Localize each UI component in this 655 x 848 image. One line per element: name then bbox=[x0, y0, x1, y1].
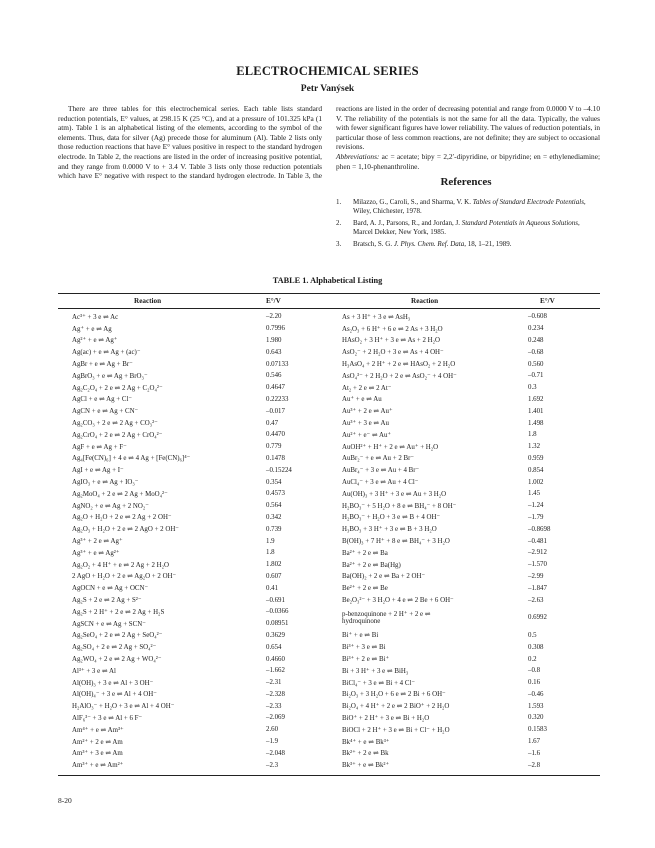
potential-cell: 0.779 bbox=[266, 443, 282, 451]
table-row bbox=[58, 394, 328, 406]
reaction-cell: AuCl₄⁻ + 3 e ⇌ Au + 4 Cl⁻ bbox=[342, 479, 419, 487]
left-potential-header: E°/V bbox=[266, 297, 281, 305]
reaction-cell: Bi₂O₃ + 3 H₂O + 6 e ⇌ 2 Bi + 6 OH⁻ bbox=[342, 691, 446, 699]
table-row bbox=[336, 311, 600, 323]
left-table-column bbox=[58, 311, 328, 771]
table-row bbox=[58, 488, 328, 500]
potential-cell: –2.8 bbox=[528, 761, 541, 769]
table-row bbox=[58, 559, 328, 571]
potential-cell: –2.328 bbox=[266, 690, 285, 698]
potential-cell: –0.0366 bbox=[266, 608, 289, 616]
reaction-cell: AuBr₄⁻ + 3 e ⇌ Au + 4 Br⁻ bbox=[342, 467, 420, 475]
table-row bbox=[336, 358, 600, 370]
potential-cell: –0.481 bbox=[528, 537, 547, 545]
reaction-cell: Am³⁺ + 3 e ⇌ Am bbox=[72, 750, 123, 758]
right-potential-header: E°/V bbox=[540, 297, 555, 305]
abbreviations-paragraph bbox=[336, 152, 600, 171]
potential-cell: –0.68 bbox=[528, 348, 544, 356]
table-row bbox=[336, 653, 600, 665]
table-row bbox=[58, 606, 328, 618]
reaction-cell: AgIO₃ + e ⇌ Ag + IO₃⁻ bbox=[72, 479, 139, 487]
table-row bbox=[58, 653, 328, 665]
table-row bbox=[58, 700, 328, 712]
table-row bbox=[336, 736, 600, 748]
reference-work: Tables of Standard Electrode Potentials bbox=[472, 198, 584, 206]
potential-cell: 0.248 bbox=[528, 336, 544, 344]
table-row bbox=[58, 358, 328, 370]
table-row bbox=[336, 747, 600, 759]
potential-cell: 0.1583 bbox=[528, 726, 547, 734]
table-row bbox=[336, 335, 600, 347]
table-row bbox=[58, 641, 328, 653]
table-row bbox=[336, 547, 600, 559]
table-row bbox=[336, 712, 600, 724]
reaction-cell: Bi⁺ + e ⇌ Bi bbox=[342, 632, 379, 640]
table-row bbox=[58, 417, 328, 429]
potential-cell: 1.692 bbox=[528, 395, 544, 403]
right-table-column bbox=[336, 311, 600, 771]
table-row bbox=[336, 700, 600, 712]
potential-cell: 0.4470 bbox=[266, 431, 285, 439]
potential-cell: 0.41 bbox=[266, 584, 279, 592]
potential-cell: 0.320 bbox=[528, 714, 544, 722]
potential-cell: –2.33 bbox=[266, 702, 282, 710]
reaction-cell: Ba²⁺ + 2 e ⇌ Ba bbox=[342, 549, 388, 557]
reference-number: 3. bbox=[336, 240, 342, 248]
table-row bbox=[58, 736, 328, 748]
table-row bbox=[336, 488, 600, 500]
reaction-cell: AlF₆³⁻ + 3 e ⇌ Al + 6 F⁻ bbox=[72, 714, 143, 722]
potential-cell: 0.7996 bbox=[266, 325, 285, 333]
author-name: Petr Vanýsek bbox=[300, 84, 355, 94]
table-row bbox=[336, 724, 600, 736]
table-row bbox=[58, 689, 328, 701]
potential-cell: –1.847 bbox=[528, 584, 547, 592]
potential-cell: 1.67 bbox=[528, 738, 541, 746]
table-row bbox=[58, 370, 328, 382]
reference-work: J. Phys. Chem. Ref. Data bbox=[393, 240, 465, 248]
table-row bbox=[336, 523, 600, 535]
potential-cell: 0.564 bbox=[266, 502, 282, 510]
reaction-cell: Ag₂SO₄ + 2 e ⇌ 2 Ag + SO₄²⁻ bbox=[72, 644, 157, 652]
table-row bbox=[336, 512, 600, 524]
table-row bbox=[336, 594, 600, 606]
table-row bbox=[336, 453, 600, 465]
page-title: ELECTROCHEMICAL SERIES bbox=[236, 64, 419, 78]
reaction-cell: H₂AlO₃⁻ + H₂O + 3 e ⇌ Al + 4 OH⁻ bbox=[72, 703, 175, 711]
potential-cell: –1.24 bbox=[528, 502, 544, 510]
potential-cell: 0.739 bbox=[266, 525, 282, 533]
reaction-cell: Ag⁺ + e ⇌ Ag bbox=[72, 325, 112, 333]
table-row bbox=[58, 464, 328, 476]
page-number: 8-20 bbox=[58, 796, 72, 805]
reference-text bbox=[350, 219, 600, 237]
reaction-cell: Ag₂MoO₄ + 2 e ⇌ 2 Ag + MoO₄²⁻ bbox=[72, 490, 168, 498]
table-row bbox=[58, 677, 328, 689]
reaction-cell: 2 AgO + H₂O + 2 e ⇌ Ag₂O + 2 OH⁻ bbox=[72, 573, 177, 581]
potential-cell: 1.401 bbox=[528, 407, 544, 415]
reference-text bbox=[350, 240, 600, 249]
table-row bbox=[58, 712, 328, 724]
table-row bbox=[58, 618, 328, 630]
potential-cell: 0.959 bbox=[528, 454, 544, 462]
table-row bbox=[336, 500, 600, 512]
table-row bbox=[58, 547, 328, 559]
abbreviations-label: Abbreviations: bbox=[336, 151, 380, 161]
potential-cell: 0.4647 bbox=[266, 384, 285, 392]
table-row bbox=[58, 724, 328, 736]
table-row bbox=[58, 346, 328, 358]
potential-cell: –1.6 bbox=[528, 749, 541, 757]
reaction-cell: Au³⁺ + 3 e ⇌ Au bbox=[342, 420, 389, 428]
table-row bbox=[336, 382, 600, 394]
table-row bbox=[336, 759, 600, 771]
table-row bbox=[58, 523, 328, 535]
potential-cell: –0.8698 bbox=[528, 525, 551, 533]
table-row bbox=[336, 582, 600, 594]
reference-work: Standard Potentials in Aqueous Solutions bbox=[461, 219, 578, 227]
table-row bbox=[58, 571, 328, 583]
reference-rest: , Wiley, Chichester, 1978. bbox=[353, 198, 586, 215]
reference-item bbox=[332, 240, 600, 249]
table-bottom-rule bbox=[58, 775, 600, 776]
table-header-rule bbox=[58, 308, 600, 309]
table-row bbox=[58, 594, 328, 606]
reaction-cell: AgCl + e ⇌ Ag + Cl⁻ bbox=[72, 396, 133, 404]
reaction-cell: Bk³⁺ + e ⇌ Bk²⁺ bbox=[342, 762, 390, 770]
reaction-cell: Al³⁺ + 3 e ⇌ Al bbox=[72, 667, 116, 675]
table-row bbox=[58, 759, 328, 771]
potential-cell: 0.5 bbox=[528, 631, 537, 639]
table-row bbox=[58, 535, 328, 547]
table-row bbox=[336, 405, 600, 417]
table-row bbox=[336, 429, 600, 441]
reaction-cell: As + 3 H⁺ + 3 e ⇌ AsH₃ bbox=[342, 313, 411, 321]
potential-cell: –0.608 bbox=[528, 313, 547, 321]
potential-cell: –2.63 bbox=[528, 596, 544, 604]
reaction-cell: Be₂O₃²⁻ + 3 H₂O + 4 e ⇌ 2 Be + 6 OH⁻ bbox=[342, 597, 454, 605]
potential-cell: 0.354 bbox=[266, 478, 282, 486]
potential-cell: 0.342 bbox=[266, 513, 282, 521]
reaction-cell: At₂ + 2 e ⇌ 2 At⁻ bbox=[342, 384, 392, 392]
potential-cell: 1.8 bbox=[266, 549, 275, 557]
reaction-cell: Ag(ac) + e ⇌ Ag + (ac)⁻ bbox=[72, 349, 141, 357]
potential-cell: 0.22233 bbox=[266, 395, 289, 403]
table-row bbox=[336, 370, 600, 382]
table-row bbox=[336, 630, 600, 642]
reference-number: 2. bbox=[336, 219, 342, 227]
table-row bbox=[58, 311, 328, 323]
reaction-cell: Au³⁺ + 2 e ⇌ Au⁺ bbox=[342, 408, 393, 416]
table-row bbox=[336, 346, 600, 358]
reaction-cell: AgF + e ⇌ Ag + F⁻ bbox=[72, 443, 127, 451]
table-row bbox=[336, 323, 600, 335]
potential-cell: –2.20 bbox=[266, 313, 282, 321]
potential-cell: 0.4573 bbox=[266, 490, 285, 498]
potential-cell: –2.069 bbox=[266, 714, 285, 722]
references-heading: References bbox=[440, 176, 492, 188]
table-row bbox=[58, 665, 328, 677]
potential-cell: –0.46 bbox=[528, 690, 544, 698]
intro-paragraph: There are three tables for this electrochemical series. Each table lists standard reduction potentials, E° values, at 298.15 K (25 °C), and at a pressure of 101.325 kPa (1 atm). Table 1 is an alphabetical listing of the elements, according to the symbol of the elements. Thus, data for silver (Ag) precede those for aluminum (Al). Table 2 lists only those reduction reactions that have E° values positive in respect to the standard hydrogen electrode. In Table 2, the reactions are listed in the order of increasing positive potential, and they range from 0.0000 V to + 3.4 V. Table 3 lists only those reduction potentials which have E° negative with respect to the standard hydrogen electrode. In Table 3, the reactions are listed in the order of decreasing potential and range from 0.0000 V to –4.10 V. The reliability of the potentials is not the same for all the data. Typically, the values with fewer significant figures have lower reliability. The values of reduction potentials, in particular those of less common reactions, are not definite; they are subject to occasional revisions. bbox=[58, 104, 600, 181]
reaction-cell: H₃AsO₄ + 2 H⁺ + 2 e ⇌ HAsO₂ + 2 H₂O bbox=[342, 361, 456, 369]
reaction-cell: Ag₂C₂O₄ + 2 e ⇌ 2 Ag + C₂O₄²⁻ bbox=[72, 384, 163, 392]
reference-authors: Milazzo, G., Caroli, S., and Sharma, V. K. bbox=[353, 198, 473, 206]
table-row bbox=[58, 405, 328, 417]
reaction-cell: AgBr + e ⇌ Ag + Br⁻ bbox=[72, 361, 133, 369]
table-row bbox=[58, 429, 328, 441]
table-row bbox=[58, 747, 328, 759]
reaction-cell: Bi₂O₄ + 4 H⁺ + 2 e ⇌ 2 BiO⁺ + 2 H₂O bbox=[342, 703, 450, 711]
reference-number: 1. bbox=[336, 198, 342, 206]
potential-cell: –1.662 bbox=[266, 667, 285, 675]
reaction-cell: B(OH)₃ + 7 H⁺ + 8 e ⇌ BH₄⁻ + 3 H₂O bbox=[342, 538, 450, 546]
reaction-cell: Ba(OH)₂ + 2 e ⇌ Ba + 2 OH⁻ bbox=[342, 573, 426, 581]
reaction-cell: Bi + 3 H⁺ + 3 e ⇌ BiH₃ bbox=[342, 667, 409, 675]
table-row bbox=[336, 464, 600, 476]
reaction-cell: Ag₂CO₃ + 2 e ⇌ 2 Ag + CO₃²⁻ bbox=[72, 420, 158, 428]
potential-cell: 0.2 bbox=[528, 655, 537, 663]
potential-cell: 1.980 bbox=[266, 336, 282, 344]
reaction-cell: Au²⁺ + e⁻ ⇌ Au⁺ bbox=[342, 431, 392, 439]
table-row bbox=[336, 559, 600, 571]
reaction-cell: Al(OH)₃ + 3 e ⇌ Al + 3 OH⁻ bbox=[72, 679, 154, 687]
table-title: TABLE 1. Alphabetical Listing bbox=[272, 276, 383, 285]
potential-cell: –1.79 bbox=[528, 513, 544, 521]
table-row bbox=[336, 476, 600, 488]
reaction-cell: p-benzoquinone + 2 H⁺ + 2 e ⇌ hydroquinone bbox=[342, 611, 431, 626]
potential-cell: 0.854 bbox=[528, 466, 544, 474]
reaction-cell: Au⁺ + e ⇌ Au bbox=[342, 396, 382, 404]
reaction-cell: Ag₂WO₄ + 2 e ⇌ 2 Ag + WO₄²⁻ bbox=[72, 656, 162, 663]
table-row bbox=[58, 323, 328, 335]
potential-cell: 1.32 bbox=[528, 443, 541, 451]
reference-rest: , Marcel Dekker, New York, 1985. bbox=[353, 219, 580, 236]
table-row bbox=[58, 582, 328, 594]
potential-cell: 1.45 bbox=[528, 490, 541, 498]
potential-cell: 0.654 bbox=[266, 643, 282, 651]
potential-cell: 0.234 bbox=[528, 325, 544, 333]
potential-cell: 0.07133 bbox=[266, 360, 289, 368]
potential-cell: 0.16 bbox=[528, 679, 541, 687]
reaction-cell: AuBr₂⁻ + e ⇌ Au + 2 Br⁻ bbox=[342, 455, 415, 463]
potential-cell: 0.560 bbox=[528, 360, 544, 368]
table-row bbox=[336, 417, 600, 429]
table-row bbox=[58, 453, 328, 465]
potential-cell: 1.002 bbox=[528, 478, 544, 486]
abbreviations-text: ac = acetate; bipy = 2,2′-dipyridine, or bipyridine; en = ethylenediamine; phen = 1,10-phenanthroline. bbox=[336, 151, 600, 171]
reaction-cell: Ag³⁺ + 2 e ⇌ Ag⁺ bbox=[72, 538, 123, 546]
reaction-cell: Bk⁴⁺ + e ⇌ Bk³⁺ bbox=[342, 738, 390, 746]
right-reaction-header: Reaction bbox=[411, 297, 439, 305]
reaction-cell: H₂BO₃⁻ + H₂O + 3 e ⇌ B + 4 OH⁻ bbox=[342, 514, 441, 522]
table-row bbox=[336, 394, 600, 406]
table-row bbox=[58, 441, 328, 453]
reaction-cell: Ag³⁺ + e ⇌ Ag²⁺ bbox=[72, 549, 120, 557]
table-row bbox=[58, 500, 328, 512]
reaction-cell: H₂BO₃⁻ + 5 H₂O + 8 e ⇌ BH₄⁻ + 8 OH⁻ bbox=[342, 502, 457, 510]
reaction-cell: Ag₂SeO₄ + 2 e ⇌ 2 Ag + SeO₄²⁻ bbox=[72, 632, 163, 640]
reaction-cell: Ba²⁺ + 2 e ⇌ Ba(Hg) bbox=[342, 561, 401, 569]
left-reaction-header: Reaction bbox=[134, 297, 162, 305]
table-row bbox=[58, 335, 328, 347]
potential-cell: 0.308 bbox=[528, 643, 544, 651]
potential-cell: 1.802 bbox=[266, 561, 282, 569]
reaction-cell: Ag²⁺ + e ⇌ Ag⁺ bbox=[72, 337, 118, 345]
reference-authors: Bratsch, S. G. bbox=[353, 240, 394, 248]
reaction-cell: AsO₄³⁻ + 2 H₂O + 2 e ⇌ AsO₂⁻ + 4 OH⁻ bbox=[342, 372, 457, 380]
intro-text bbox=[58, 104, 600, 181]
reaction-cell: Ag₂O₃ + H₂O + 2 e ⇌ 2 AgO + 2 OH⁻ bbox=[72, 526, 179, 534]
table-row bbox=[336, 571, 600, 583]
reaction-cell: Ac³⁺ + 3 e ⇌ Ac bbox=[72, 313, 119, 321]
potential-cell: 0.47 bbox=[266, 419, 279, 427]
table-row bbox=[58, 382, 328, 394]
reaction-cell: Am⁴⁺ + e ⇌ Am³⁺ bbox=[72, 726, 124, 734]
potential-cell: 0.546 bbox=[266, 372, 282, 380]
reaction-cell: Ag₂O + H₂O + 2 e ⇌ 2 Ag + 2 OH⁻ bbox=[72, 514, 172, 522]
reaction-cell: HAsO₂ + 3 H⁺ + 3 e ⇌ As + 2 H₂O bbox=[342, 337, 441, 345]
potential-cell: –2.31 bbox=[266, 679, 282, 687]
table-row bbox=[58, 476, 328, 488]
table-top-rule bbox=[58, 293, 600, 294]
potential-cell: 0.08951 bbox=[266, 620, 289, 628]
reference-item bbox=[332, 198, 600, 216]
table-row bbox=[336, 606, 600, 630]
potential-cell: 0.1478 bbox=[266, 454, 285, 462]
reaction-cell: AgI + e ⇌ Ag + I⁻ bbox=[72, 467, 124, 475]
potential-cell: –1.9 bbox=[266, 738, 279, 746]
reaction-cell: Bi³⁺ + 2 e ⇌ Bi⁺ bbox=[342, 656, 390, 663]
reaction-cell: H₃BO₃ + 3 H⁺ + 3 e ⇌ B + 3 H₂O bbox=[342, 526, 437, 534]
reaction-cell: Al(OH)₄⁻ + 3 e ⇌ Al + 4 OH⁻ bbox=[72, 691, 157, 699]
reaction-cell: Ag₂S + 2 e ⇌ 2 Ag + S²⁻ bbox=[72, 597, 142, 605]
reaction-cell: Am³⁺ + e ⇌ Am²⁺ bbox=[72, 762, 124, 770]
table-row bbox=[336, 441, 600, 453]
potential-cell: –0.8 bbox=[528, 667, 541, 675]
reaction-cell: Bi³⁺ + 3 e ⇌ Bi bbox=[342, 644, 386, 652]
reaction-cell: AgNO₂ + e ⇌ Ag + 2 NO₂⁻ bbox=[72, 502, 149, 510]
potential-cell: 1.498 bbox=[528, 419, 544, 427]
table-row bbox=[336, 677, 600, 689]
reaction-cell: AgBrO₃ + e ⇌ Ag + BrO₃⁻ bbox=[72, 372, 148, 380]
potential-cell: 1.593 bbox=[528, 702, 544, 710]
reaction-cell: AgSCN + e ⇌ Ag + SCN⁻ bbox=[72, 620, 146, 628]
potential-cell: –0.15224 bbox=[266, 466, 292, 474]
potential-cell: 1.8 bbox=[528, 431, 537, 439]
reaction-cell: Ag₂S + 2 H⁺ + 2 e ⇌ 2 Ag + H₂S bbox=[72, 608, 165, 616]
potential-cell: 0.607 bbox=[266, 572, 282, 580]
reaction-cell: Ag₂O₂ + 4 H⁺ + e ⇌ 2 Ag + 2 H₂O bbox=[72, 561, 169, 569]
potential-cell: 0.3629 bbox=[266, 631, 285, 639]
potential-cell: –0.017 bbox=[266, 407, 285, 415]
table-row bbox=[336, 535, 600, 547]
reaction-cell: AsO₂⁻ + 2 H₂O + 3 e ⇌ As + 4 OH⁻ bbox=[342, 349, 444, 357]
reaction-cell: Ag₂CrO₄ + 2 e ⇌ 2 Ag + CrO₄²⁻ bbox=[72, 431, 163, 439]
potential-cell: 0.6992 bbox=[528, 614, 547, 622]
table-row bbox=[58, 630, 328, 642]
table-row bbox=[336, 641, 600, 653]
potential-cell: 0.4660 bbox=[266, 655, 285, 663]
potential-cell: –2.99 bbox=[528, 572, 544, 580]
potential-cell: –2.912 bbox=[528, 549, 547, 557]
reaction-cell: AgOCN + e ⇌ Ag + OCN⁻ bbox=[72, 585, 149, 593]
table-row bbox=[336, 689, 600, 701]
reaction-cell: BiO⁺ + 2 H⁺ + 3 e ⇌ Bi + H₂O bbox=[342, 714, 430, 722]
potential-cell: –2.3 bbox=[266, 761, 279, 769]
potential-cell: 1.9 bbox=[266, 537, 275, 545]
potential-cell: –0.71 bbox=[528, 372, 544, 380]
reaction-cell: Bk²⁺ + 2 e ⇌ Bk bbox=[342, 750, 389, 758]
potential-cell: 0.643 bbox=[266, 348, 282, 356]
reaction-cell: AgCN + e ⇌ Ag + CN⁻ bbox=[72, 408, 139, 416]
potential-cell: 2.60 bbox=[266, 726, 279, 734]
potential-cell: 0.3 bbox=[528, 384, 537, 392]
table-row bbox=[58, 512, 328, 524]
reaction-cell: As₂O₃ + 6 H⁺ + 6 e ⇌ 2 As + 3 H₂O bbox=[342, 325, 443, 333]
reference-rest: , 18, 1–21, 1989. bbox=[464, 240, 512, 248]
reaction-cell: Au(OH)₃ + 3 H⁺ + 3 e ⇌ Au + 3 H₂O bbox=[342, 490, 447, 498]
references-list bbox=[332, 198, 600, 252]
table-row bbox=[336, 665, 600, 677]
reaction-cell: Be²⁺ + 2 e ⇌ Be bbox=[342, 585, 388, 593]
reaction-cell: BiOCl + 2 H⁺ + 3 e ⇌ Bi + Cl⁻ + H₂O bbox=[342, 726, 450, 734]
reference-text bbox=[350, 198, 600, 216]
potential-cell: –1.570 bbox=[528, 561, 547, 569]
potential-cell: –2.048 bbox=[266, 749, 285, 757]
reaction-cell: BiCl₄⁻ + 3 e ⇌ Bi + 4 Cl⁻ bbox=[342, 679, 415, 687]
reference-authors: Bard, A. J., Parsons, R., and Jordan, J. bbox=[353, 219, 462, 227]
reaction-cell: Ag₄[Fe(CN)₆] + 4 e ⇌ 4 Ag + [Fe(CN)₆]⁴⁻ bbox=[72, 455, 191, 463]
potential-cell: –0.691 bbox=[266, 596, 285, 604]
reference-item bbox=[332, 219, 600, 237]
reaction-cell: AuOH²⁺ + H⁺ + 2 e ⇌ Au⁺ + H₂O bbox=[342, 443, 439, 451]
reaction-cell: Am²⁺ + 2 e ⇌ Am bbox=[72, 738, 123, 746]
